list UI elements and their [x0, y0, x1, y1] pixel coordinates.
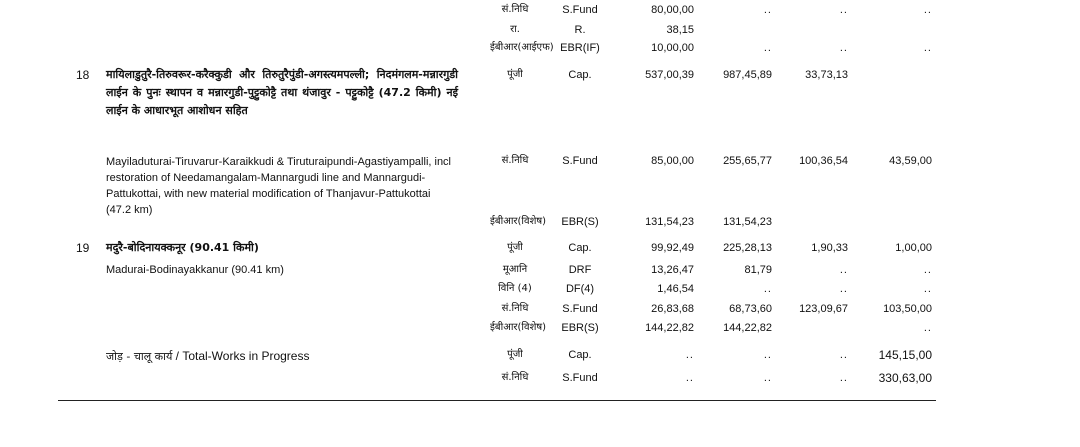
value-col-3: ..: [839, 283, 848, 295]
fund-english: Cap.: [568, 242, 592, 254]
fund-english: R.: [574, 24, 586, 36]
value-col-2: ..: [763, 349, 772, 361]
item-description-english: Madurai-Bodinayakkanur (90.41 km): [106, 264, 284, 276]
table-row: [0, 370, 1080, 386]
value-col-2: 68,73,60: [729, 303, 772, 315]
value-col-3: 123,09,67: [799, 303, 848, 315]
fund-english: Cap.: [568, 69, 592, 81]
fund-english: S.Fund: [562, 155, 598, 167]
table-row: [0, 214, 1080, 230]
value-col-3: ..: [839, 264, 848, 276]
value-col-4: 1,00,00: [895, 242, 932, 254]
table-row: [0, 153, 1080, 169]
fund-english: DRF: [568, 264, 592, 276]
fund-english: EBR(IF): [560, 42, 600, 54]
total-label-hindi: जोड़ - चालू कार्य: [106, 350, 173, 363]
fund-english: Cap.: [568, 349, 592, 361]
table-row: [0, 262, 1080, 278]
fund-english: EBR(S): [561, 216, 599, 228]
value-col-1: 38,15: [666, 24, 694, 36]
item-serial-number: 18: [76, 68, 90, 82]
fund-hindi: पूंजी: [507, 242, 523, 253]
value-col-2: 131,54,23: [723, 216, 772, 228]
fund-hindi: रा.: [510, 24, 520, 35]
fund-hindi: ईबीआर(आईएफ): [490, 42, 554, 53]
value-col-3: 1,90,33: [811, 242, 848, 254]
value-col-1: 13,26,47: [651, 264, 694, 276]
value-col-4: ..: [923, 283, 932, 295]
fund-hindi: सं.निधि: [501, 155, 529, 166]
value-col-1: 26,83,68: [651, 303, 694, 315]
fund-english: S.Fund: [562, 4, 598, 16]
fund-hindi: ईबीआर(विशेष): [490, 322, 547, 333]
value-col-1: ..: [685, 372, 694, 384]
value-col-2: ..: [763, 42, 772, 54]
value-col-1: 131,54,23: [645, 216, 694, 228]
value-col-2: 225,28,13: [723, 242, 772, 254]
table-row: [0, 301, 1080, 317]
item-title-hindi: मदुरै-बोदिनायक्कनूर (90.41 किमी): [106, 241, 259, 254]
fund-english: S.Fund: [562, 372, 598, 384]
value-col-2: ..: [763, 372, 772, 384]
value-col-1: 85,00,00: [651, 155, 694, 167]
item-title-hindi: मायिलाडुतुरै-तिरुवरूर-करैक्कुडी और तिरुतुरैपुंडी-अगस्त्यमपल्ली; निदमंगलम-मन्नारगुडी लाईन के पुनः स्थापन व मन्नारगुडी-पुट्टुकोट्टै तथा थंजावुर - पट्टुकोट्टै (47.2 किमी) नई लाईन के आधारभूत आशोधन सहित: [106, 68, 458, 117]
table-row: [0, 347, 1080, 363]
fund-hindi: पूंजी: [507, 69, 523, 80]
value-col-1: 144,22,82: [645, 322, 694, 334]
table-row: [0, 320, 1080, 336]
value-col-2: ..: [763, 4, 772, 16]
fund-hindi: मूआनि: [502, 264, 528, 275]
value-col-1: 80,00,00: [651, 4, 694, 16]
value-col-2: 987,45,89: [723, 69, 772, 81]
value-col-4: ..: [923, 322, 932, 334]
total-label-english: / Total-Works in Progress: [172, 349, 310, 363]
fund-hindi: सं.निधि: [501, 303, 529, 314]
value-col-1: 1,46,54: [657, 283, 694, 295]
value-col-1: 99,92,49: [651, 242, 694, 254]
item-description-english: Mayiladuturai-Tiruvarur-Karaikkudi & Tiruturaipundi-Agastiyampalli, incl restoration of Needamangalam-Mannargudi line and Mannargudi-Pattukottai, with new material modification of Thanjavur-Pattukottai (47.2 km): [106, 156, 452, 216]
value-col-2: 255,65,77: [723, 155, 772, 167]
value-col-4: 43,59,00: [889, 155, 932, 167]
fund-english: DF(4): [565, 283, 595, 295]
table-row: [0, 281, 1080, 297]
value-col-4: ..: [923, 264, 932, 276]
value-col-3: ..: [839, 349, 848, 361]
table-row: [0, 2, 1080, 18]
value-col-2: 81,79: [744, 264, 772, 276]
bottom-rule: [58, 400, 936, 401]
table-row: [0, 40, 1080, 56]
value-col-3: 100,36,54: [799, 155, 848, 167]
value-col-3: ..: [839, 4, 848, 16]
value-col-3: ..: [839, 372, 848, 384]
value-col-1: ..: [685, 349, 694, 361]
value-col-1: 10,00,00: [651, 42, 694, 54]
value-col-2: ..: [763, 283, 772, 295]
value-col-4: 330,63,00: [878, 371, 932, 385]
value-col-1: 537,00,39: [645, 69, 694, 81]
value-col-3: 33,73,13: [805, 69, 848, 81]
value-col-3: ..: [839, 42, 848, 54]
fund-hindi: सं.निधि: [501, 4, 529, 15]
item-serial-number: 19: [76, 241, 90, 255]
value-col-4: 103,50,00: [883, 303, 932, 315]
fund-hindi: सं.निधि: [501, 372, 529, 383]
fund-english: EBR(S): [561, 322, 599, 334]
value-col-4: ..: [923, 4, 932, 16]
fund-hindi: पूंजी: [507, 349, 523, 360]
fund-hindi: ईबीआर(विशेष): [490, 216, 547, 227]
fund-english: S.Fund: [562, 303, 598, 315]
table-row: [0, 22, 1080, 38]
fund-hindi: विनि (4): [498, 283, 532, 294]
value-col-4: 145,15,00: [878, 348, 932, 362]
value-col-2: 144,22,82: [723, 322, 772, 334]
value-col-4: ..: [923, 42, 932, 54]
